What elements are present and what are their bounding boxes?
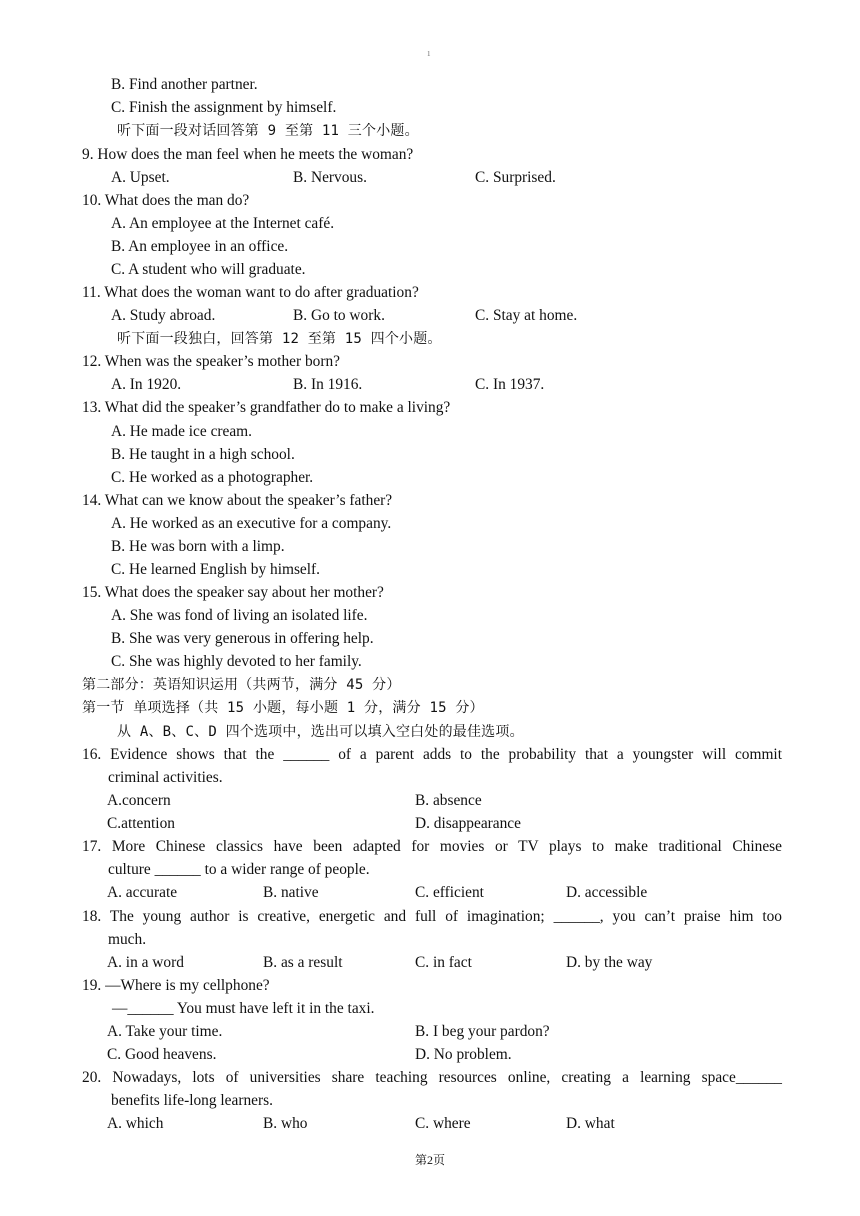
option-12b: B. In 1916. [293, 376, 363, 393]
question-14: 14. What can we know about the speaker’s father? [82, 492, 393, 509]
question-19: 19. —Where is my cellphone? [82, 977, 270, 994]
option-19a: A. Take your time. [107, 1023, 223, 1040]
option-10b: B. An employee in an office. [111, 238, 289, 255]
option-14a: A. He worked as an executive for a company. [111, 515, 392, 532]
question-11: 11. What does the woman want to do after graduation? [82, 284, 419, 301]
option-line: C. Finish the assignment by himself. [111, 99, 337, 116]
option-17a: A. accurate [107, 884, 178, 901]
question-17-cont: culture ______ to a wider range of people. [108, 861, 370, 878]
option-line: B. Find another partner. [111, 76, 258, 93]
option-20c: C. where [415, 1115, 471, 1132]
option-20d: D. what [566, 1115, 615, 1132]
question-16: 16. Evidence shows that the ______ of a parent adds to the probability that a youngster will commit [82, 746, 782, 763]
question-20-cont: benefits life-long learners. [111, 1092, 273, 1109]
option-16c: C.attention [107, 815, 175, 832]
option-19b: B. I beg your pardon? [415, 1023, 550, 1040]
option-18b: B. as a result [263, 954, 343, 971]
option-16a: A.concern [107, 792, 171, 809]
option-9c: C. Surprised. [475, 169, 556, 186]
page-header-mark: 1 [427, 50, 431, 58]
option-16d: D. disappearance [415, 815, 521, 832]
option-12c: C. In 1937. [475, 376, 545, 393]
option-9a: A. Upset. [111, 169, 170, 186]
option-20a: A. which [107, 1115, 164, 1132]
section-instruction: 听下面一段对话回答第 9 至第 11 三个小题。 [117, 123, 419, 139]
question-13: 13. What did the speaker’s grandfather do to make a living? [82, 399, 451, 416]
option-12a: A. In 1920. [111, 376, 182, 393]
option-15a: A. She was fond of living an isolated life. [111, 607, 368, 624]
option-15c: C. She was highly devoted to her family. [111, 653, 362, 670]
option-13c: C. He worked as a photographer. [111, 469, 314, 486]
section-instruction: 从 A、B、C、D 四个选项中，选出可以填入空白处的最佳选项。 [117, 724, 524, 740]
option-13a: A. He made ice cream. [111, 423, 253, 440]
option-11b: B. Go to work. [293, 307, 385, 324]
option-18c: C. in fact [415, 954, 472, 971]
question-19-cont: —______ You must have left it in the taxi. [112, 1000, 375, 1017]
option-11a: A. Study abroad. [111, 307, 216, 324]
option-17b: B. native [263, 884, 319, 901]
question-18-cont: much. [108, 931, 147, 948]
option-18d: D. by the way [566, 954, 653, 971]
option-17c: C. efficient [415, 884, 484, 901]
part-heading: 第二部分：英语知识运用（共两节，满分 45 分） [82, 677, 401, 693]
option-19d: D. No problem. [415, 1046, 512, 1063]
option-14c: C. He learned English by himself. [111, 561, 321, 578]
option-10a: A. An employee at the Internet café. [111, 215, 335, 232]
option-10c: C. A student who will graduate. [111, 261, 306, 278]
option-18a: A. in a word [107, 954, 184, 971]
option-15b: B. She was very generous in offering help. [111, 630, 374, 647]
question-16-cont: criminal activities. [108, 769, 223, 786]
section-heading: 第一节 单项选择（共 15 小题，每小题 1 分，满分 15 分） [82, 700, 484, 716]
option-13b: B. He taught in a high school. [111, 446, 295, 463]
question-18: 18. The young author is creative, energetic and full of imagination; ______, you can’t praise him too [82, 908, 782, 925]
option-14b: B. He was born with a limp. [111, 538, 285, 555]
question-10: 10. What does the man do? [82, 192, 250, 209]
question-17: 17. More Chinese classics have been adapted for movies or TV plays to make traditional Chinese [82, 838, 782, 855]
option-11c: C. Stay at home. [475, 307, 578, 324]
question-9: 9. How does the man feel when he meets the woman? [82, 146, 414, 163]
question-12: 12. When was the speaker’s mother born? [82, 353, 341, 370]
option-16b: B. absence [415, 792, 482, 809]
option-9b: B. Nervous. [293, 169, 367, 186]
option-17d: D. accessible [566, 884, 648, 901]
section-instruction: 听下面一段独白，回答第 12 至第 15 四个小题。 [117, 331, 442, 347]
option-19c: C. Good heavens. [107, 1046, 217, 1063]
question-20: 20. Nowadays, lots of universities share teaching resources online, creating a learning space______ [82, 1069, 782, 1086]
page-footer: 第2页 [414, 1153, 445, 1167]
question-15: 15. What does the speaker say about her mother? [82, 584, 384, 601]
option-20b: B. who [263, 1115, 308, 1132]
